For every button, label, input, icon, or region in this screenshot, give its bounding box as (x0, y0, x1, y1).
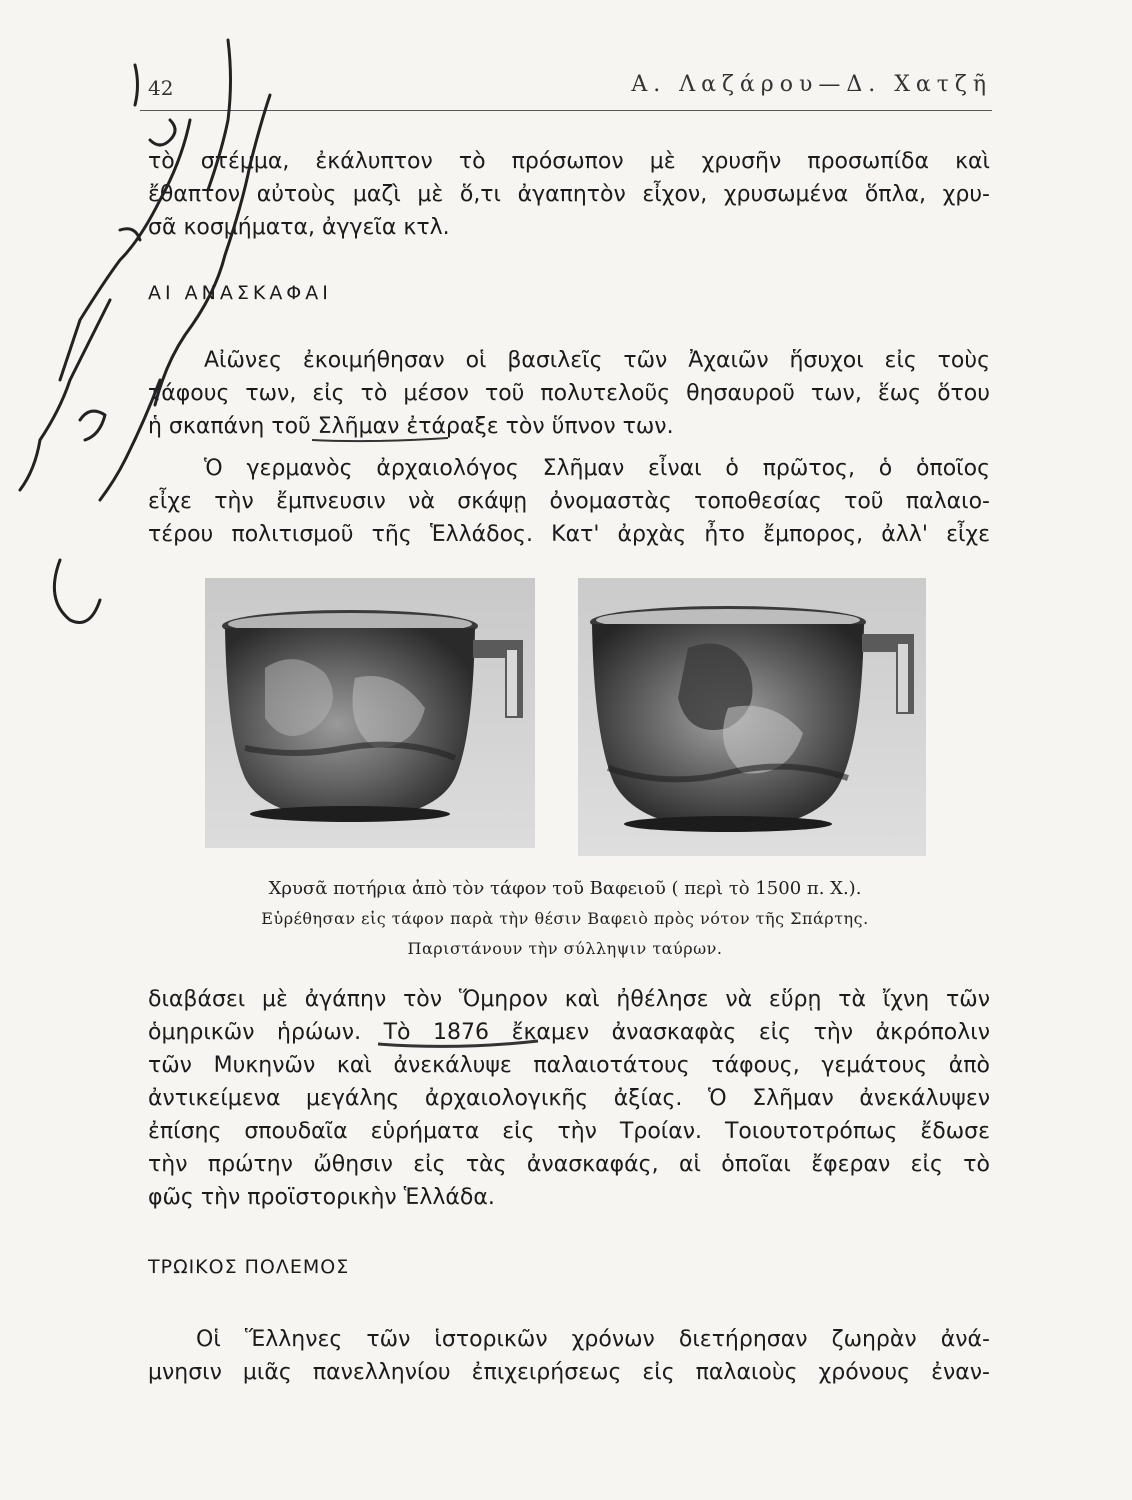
text-line: τάφους των, εἰς τὸ μέσον τοῦ πολυτελοῦς θησαυροῦ των, ἕως ὅτου (148, 381, 990, 406)
caption-line: Εὑρέθησαν εἰς τάφον παρὰ τὴν θέσιν Βαφειὸ πρὸς νότον τῆς Σπάρτης. (261, 909, 869, 928)
text-line: ἔθαπτον αὐτοὺς μαζὶ μὲ ὅ,τι ἀγαπητὸν εἶχον, χρυσωμένα ὅπλα, χρυ- (148, 182, 990, 207)
text-line: τῶν Μυκηνῶν καὶ ἀνεκάλυψε παλαιοτάτους τάφους, γεμάτους ἀπὸ (148, 1053, 990, 1078)
page-number: 42 (148, 76, 174, 100)
caption-line: Παριστάνουν τὴν σύλληψιν ταύρων. (407, 939, 723, 958)
text-line: Αἰῶνες ἐκοιμήθησαν οἱ βασιλεῖς τῶν Ἀχαιῶν ἥσυχοι εἰς τοὺς (204, 348, 990, 373)
running-head: Α. Λαζάρου—Δ. Χατζῆ (631, 72, 992, 97)
section-heading-trojan-war: ΤΡΩΙΚΟΣ ΠΟΛΕΜΟΣ (148, 1256, 350, 1278)
text-line: τὸ στέμμα, ἐκάλυπτον τὸ πρόσωπον μὲ χρυσῆν προσωπίδα καὶ (148, 149, 990, 174)
text-line: μνησιν μιᾶς πανελληνίου ἐπιχειρήσεως εἰς παλαιοὺς χρόνους ἐναν- (148, 1360, 990, 1385)
text-line: διαβάσει μὲ ἀγάπην τὸν Ὅμηρον καὶ ἠθέλησε νὰ εὕρῃ τὰ ἴχνη τῶν (148, 987, 990, 1012)
text-line: ἀντικείμενα μεγάλης ἀρχαιολογικῆς ἀξίας. Ὁ Σλῆμαν ἀνεκάλυψεν (148, 1086, 990, 1111)
text-line: φῶς τὴν προϊστορικὴν Ἑλλάδα. (148, 1185, 495, 1210)
text-line: ὁμηρικῶν ἡρώων. Τὸ 1876 ἔκαμεν ἀνασκαφὰς εἰς τὴν ἀκρόπολιν (148, 1020, 990, 1045)
section-heading-excavations: ΑΙ ΑΝΑΣΚΑΦΑΙ (148, 282, 332, 304)
text-line: Οἱ Ἕλληνες τῶν ἱστορικῶν χρόνων διετήρησαν ζωηρὰν ἀνά- (196, 1327, 990, 1352)
text-line: τὴν πρώτην ὤθησιν εἰς τὰς ἀνασκαφάς, αἱ ὁποῖαι ἔφεραν εἰς τὸ (148, 1152, 990, 1177)
text-line: ἡ σκαπάνη τοῦ Σλῆμαν ἐτάραξε τὸν ὕπνον των. (148, 414, 674, 439)
text-line: εἶχε τὴν ἔμπνευσιν νὰ σκάψῃ ὀνομαστὰς τοποθεσίας τοῦ παλαιο- (148, 489, 990, 514)
text-line: σᾶ κοσμήματα, ἀγγεῖα κτλ. (148, 215, 450, 240)
caption-line: Χρυσᾶ ποτήρια ἀπὸ τὸν τάφον τοῦ Βαφειοῦ ( περὶ τὸ 1500 π. Χ.). (268, 878, 862, 899)
text-line: τέρου πολιτισμοῦ τῆς Ἑλλάδος. Κατ' ἀρχὰς ἦτο ἔμπορος, ἀλλ' εἶχε (148, 522, 990, 547)
text-line: Ὁ γερμανὸς ἀρχαιολόγος Σλῆμαν εἶναι ὁ πρῶτος, ὁ ὁποῖος (204, 456, 990, 481)
text-line: ἐπίσης σπουδαῖα εὑρήματα εἰς τὴν Τροίαν. Τοιουτοτρόπως ἔδωσε (148, 1119, 990, 1144)
